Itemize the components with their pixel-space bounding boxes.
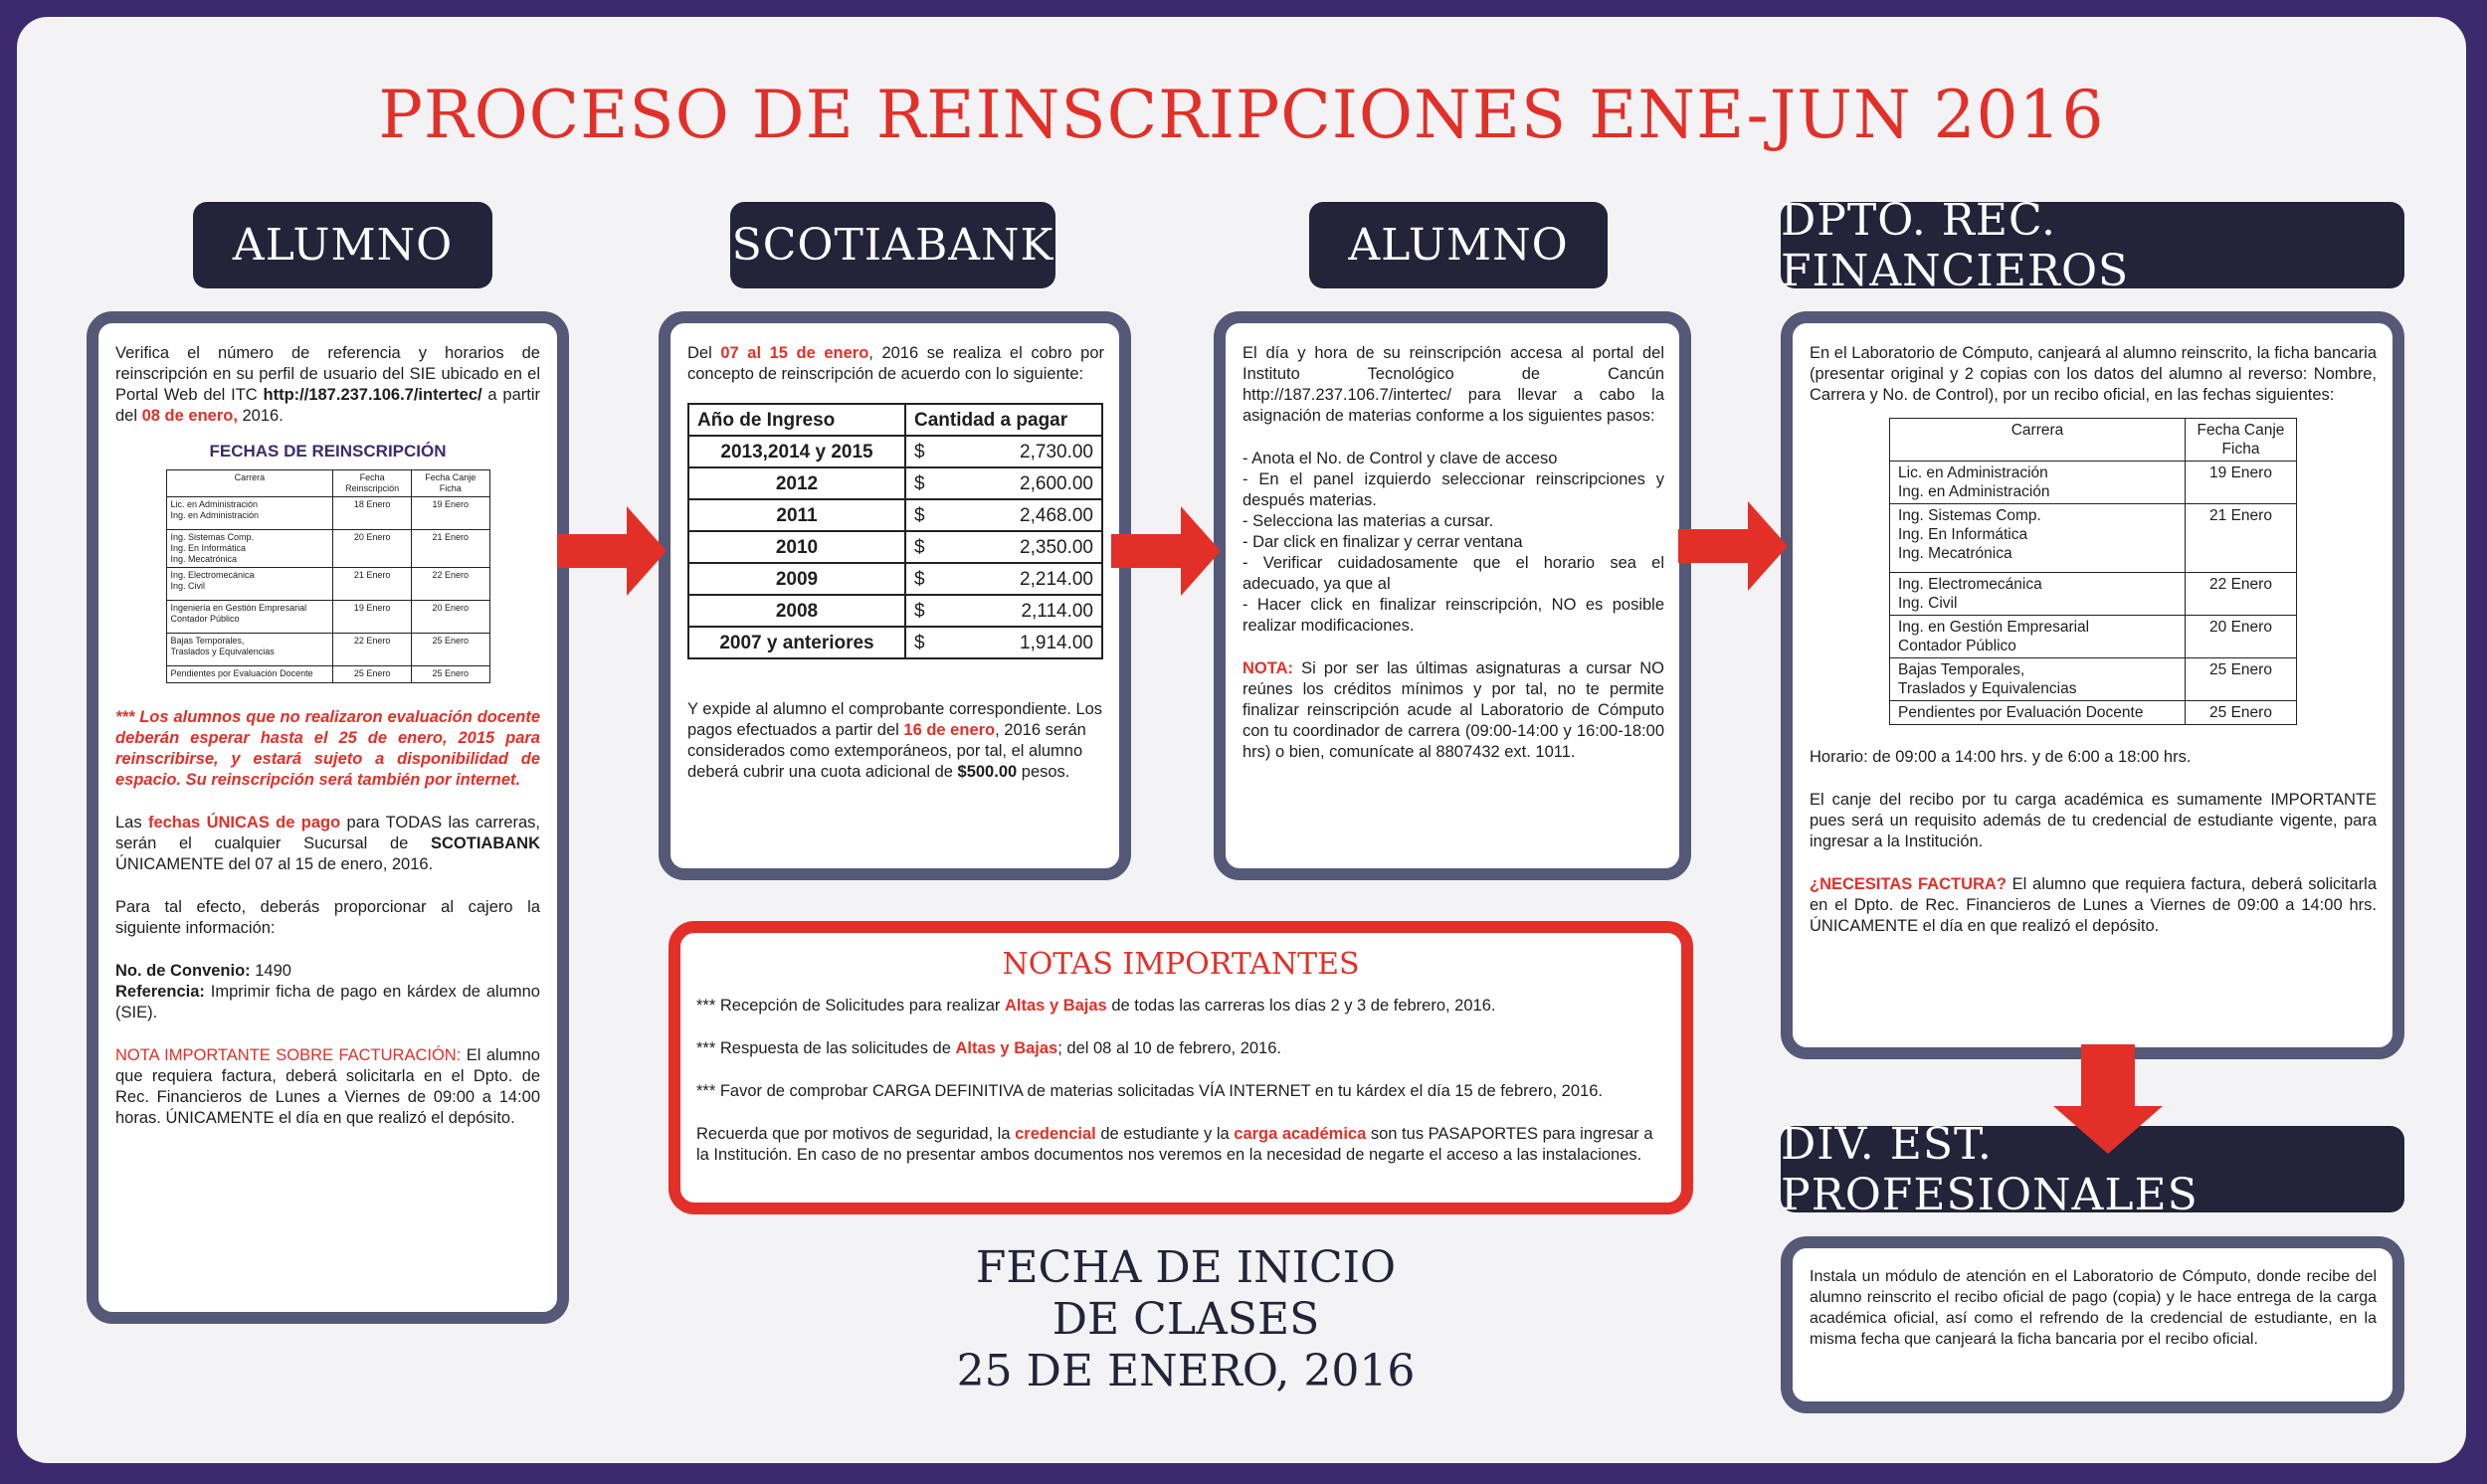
header-div-est-profesionales: DIV. EST. PROFESIONALES — [1781, 1126, 2404, 1212]
table-row — [1890, 573, 2297, 616]
start-line2: DE CLASES — [1052, 1294, 1320, 1345]
table-row — [688, 499, 1102, 531]
step-item: - Hacer click en finalizar reinscripción, NO es posible realizar modificaciones. — [1243, 596, 1664, 635]
nota-text: Si por ser las últimas asignaturas a cursar NO reúnes los créditos mínimos y por tal, no te permite finalizar reinscripción acude al Laboratorio de Cómputo con tu coordinador de carrera (09:00-14:00 y 16:00-18:00 hrs) o bien, comunícate al 8807432 ext. 1011. — [1243, 659, 1664, 761]
panel-scotiabank — [659, 311, 1131, 880]
pay-th-amount: Cantidad a pagar — [905, 404, 1102, 436]
reins-date-cell: 18 Enero — [333, 497, 412, 530]
currency-cell: $ — [905, 627, 936, 658]
header-alumno-1: ALUMNO — [193, 202, 492, 288]
currency-cell: $ — [905, 563, 936, 595]
year-cell: 2009 — [688, 563, 905, 595]
reins-date-cell: 21 Enero — [333, 568, 412, 601]
facturacion-label: NOTA IMPORTANTE SOBRE FACTURACIÓN: — [115, 1046, 462, 1064]
panel-alumno-2-content — [1243, 343, 1664, 785]
currency-cell: $ — [905, 436, 936, 467]
panel-alumno-2 — [1214, 311, 1691, 880]
currency-cell: $ — [905, 467, 936, 499]
convenio-value: 1490 — [250, 962, 291, 980]
amount-cell: 2,214.00 — [936, 563, 1102, 595]
table-row — [688, 436, 1102, 467]
arrow-right-icon — [557, 506, 669, 596]
header-scotiabank: SCOTIABANK — [730, 202, 1055, 288]
note4-d: carga académica — [1234, 1125, 1367, 1143]
table-row — [166, 497, 489, 530]
reins-date-cell: 19 Enero — [333, 601, 412, 634]
canje-date-cell: 19 Enero — [412, 497, 489, 530]
header-rec-financieros: DPTO. REC. FINANCIEROS — [1781, 202, 2404, 288]
carrera-cell: Pendientes por Evaluación Docente — [1890, 701, 2186, 725]
extemporaneo-a: Y expide al alumno el comprobante correspondiente. Los pagos efectuados a partir del — [687, 700, 1103, 739]
mini-th-canje: Fecha Canje Ficha — [412, 470, 489, 497]
start-line3: 25 DE ENERO, 2016 — [956, 1346, 1416, 1396]
arrow-down-icon — [2053, 1044, 2163, 1156]
amount-cell: 2,600.00 — [936, 467, 1102, 499]
canje-table — [1889, 418, 2297, 725]
amount-cell: 2,114.00 — [936, 595, 1102, 627]
header-alumno-2: ALUMNO — [1309, 202, 1608, 288]
cobro-del: Del — [687, 344, 721, 362]
table-row — [688, 627, 1102, 658]
canje-date-cell: 22 Enero — [2186, 573, 2297, 616]
carrera-cell: Pendientes por Evaluación Docente — [166, 666, 333, 683]
referencia-label: Referencia: — [115, 983, 205, 1001]
evaluation-warning: *** Los alumnos que no realizaron evaluación docente deberán esperar hasta el 25 de enero, 2015 para reinscribirse, y estará sujeto a disponibilidad de espacio. Su reinscripción será también por internet. — [115, 708, 540, 789]
mini-th-carrera: Carrera — [166, 470, 333, 497]
extemporaneo-b: , 2016 serán considerados como extemporáneos, por tal, el alumno deberá cubrir una cuota adicional de — [687, 721, 1086, 781]
note3: *** Favor de comprobar CARGA DEFINITIVA de materias solicitadas VÍA INTERNET en tu kárdex el día 15 de febrero, 2016. — [696, 1082, 1603, 1100]
step-item: - En el panel izquierdo seleccionar reinscripciones y después materias. — [1243, 470, 1664, 509]
canje-date-cell: 21 Enero — [2186, 504, 2297, 573]
nota-label: NOTA: — [1243, 659, 1294, 677]
year-cell: 2007 y anteriores — [688, 627, 905, 658]
panel-rec-financieros-content — [1810, 343, 2377, 959]
amount-cell: 2,468.00 — [936, 499, 1102, 531]
fechas-title: FECHAS DE REINSCRIPCIÓN — [209, 442, 447, 461]
alumno1-intro: Verifica el número de referencia y horarios de reinscripción en su perfil de usuario del SIE ubicado en el Portal Web del ITC — [115, 344, 540, 404]
table-row — [166, 530, 489, 568]
arrow-right-icon — [1678, 501, 1790, 591]
alumno1-year: 2016. — [237, 407, 284, 425]
pay-th-year: Año de Ingreso — [688, 404, 905, 436]
carrera-cell: Lic. en Administración Ing. en Administración — [1890, 462, 2186, 504]
canje-date-cell: 20 Enero — [412, 601, 489, 634]
cobro-dates: 07 al 15 de enero — [720, 344, 869, 362]
notes-box — [669, 921, 1693, 1214]
panel-rec-financieros — [1781, 311, 2404, 1059]
table-row — [166, 666, 489, 683]
year-cell: 2008 — [688, 595, 905, 627]
fin-th-fecha: Fecha Canje Ficha — [2186, 419, 2297, 462]
portal-steps-intro: El día y hora de su reinscripción accesa al portal del Instituto Tecnológico de Cancún http://187.237.106.7/intertec/ para llevar a cabo la asignación de materias conforme a los siguientes pasos: — [1243, 344, 1664, 425]
canje-date-cell: 21 Enero — [412, 530, 489, 568]
table-row — [166, 601, 489, 634]
canje-date-cell: 25 Enero — [412, 634, 489, 666]
pay-las: Las — [115, 814, 148, 832]
step-item: - Verificar cuidadosamente que el horario sea el adecuado, ya que al — [1243, 554, 1664, 593]
note4-c: de estudiante y la — [1095, 1125, 1235, 1143]
note4-b: credencial — [1015, 1125, 1096, 1143]
alumno1-date: 08 de enero, — [141, 407, 238, 425]
fin-th-carrera: Carrera — [1890, 419, 2186, 462]
carrera-cell: Lic. en Administración Ing. en Administración — [166, 497, 333, 530]
reins-date-cell: 25 Enero — [333, 666, 412, 683]
canje-date-cell: 25 Enero — [2186, 658, 2297, 701]
step-item: - Dar click en finalizar y cerrar ventana — [1243, 533, 1523, 551]
carrera-cell: Ingeniería en Gestión Empresarial Contador Público — [166, 601, 333, 634]
reinscription-dates-table — [166, 469, 490, 683]
carrera-cell: Ing. Electromecánica Ing. Civil — [166, 568, 333, 601]
panel-div-est-profesionales — [1781, 1236, 2404, 1413]
carrera-cell: Bajas Temporales, Traslados y Equivalencias — [166, 634, 333, 666]
note1-a: *** Recepción de Solicitudes para realizar — [696, 997, 1006, 1015]
notes-content — [696, 996, 1666, 1188]
notes-title: NOTAS IMPORTANTES — [1002, 947, 1360, 982]
mini-th-reins: Fecha Reinscripción — [333, 470, 412, 497]
canje-date-cell: 25 Enero — [2186, 701, 2297, 725]
panel-alumno-1-content — [115, 343, 540, 1151]
canje-date-cell: 19 Enero — [2186, 462, 2297, 504]
canje-date-cell: 25 Enero — [412, 666, 489, 683]
pay-fechas: fechas ÚNICAS de pago — [147, 814, 341, 832]
table-row — [688, 531, 1102, 563]
extemporaneo-date: 16 de enero — [903, 721, 996, 739]
note1-b: Altas y Bajas — [1005, 997, 1107, 1015]
page-title: PROCESO DE REINSCRIPCIONES ENE-JUN 2016 — [378, 77, 2105, 153]
alumno1-from: a partir del — [115, 386, 540, 425]
extemporaneo-fee: $500.00 — [957, 763, 1018, 781]
step-item: - Anota el No. de Control y clave de acceso — [1243, 450, 1558, 467]
pay-end: ÚNICAMENTE del 07 al 15 de enero, 2016. — [115, 855, 434, 873]
year-cell: 2010 — [688, 531, 905, 563]
factura-label: ¿NECESITAS FACTURA? — [1810, 875, 2007, 893]
table-row — [688, 467, 1102, 499]
facturacion-text: El alumno que requiera factura, deberá solicitarla en el Dpto. de Rec. Financieros de Lunes a Viernes de 09:00 a 14:00 horas. ÚNICAMENTE el día en que realizó el depósito. — [115, 1046, 540, 1127]
canje-importante: El canje del recibo por tu carga académica es sumamente IMPORTANTE pues será un requisito además de tu credencial de estudiante vigente, para ingresar a la Institución. — [1810, 791, 2377, 850]
horario-text: Horario: de 09:00 a 14:00 hrs. y de 6:00 a 18:00 hrs. — [1810, 748, 2192, 766]
reins-date-cell: 22 Enero — [333, 634, 412, 666]
table-row — [688, 595, 1102, 627]
convenio-label: No. de Convenio: — [115, 962, 251, 980]
year-cell: 2011 — [688, 499, 905, 531]
step-item: - Selecciona las materias a cursar. — [1243, 512, 1494, 530]
table-row — [1890, 658, 2297, 701]
table-row — [1890, 701, 2297, 725]
currency-cell: $ — [905, 499, 936, 531]
pay-rest: para TODAS las carreras, serán el cualquier Sucursal de — [115, 814, 541, 852]
table-row — [1890, 462, 2297, 504]
referencia-value: Imprimir ficha de pago en kárdex de alumno (SIE). — [115, 983, 540, 1021]
div-est-text: Instala un módulo de atención en el Laboratorio de Cómputo, donde recibe del alumno reinscrito el recibo oficial de pago (copia) y le hace entrega de la carga académica oficial, así como el refrendo de la credencial de estudiante, en la misma fecha que canjeará la ficha bancaria por el recibo oficial. — [1810, 1268, 2377, 1348]
table-row — [166, 568, 489, 601]
note4-a: Recuerda que por motivos de seguridad, la — [696, 1125, 1016, 1143]
amount-cell: 1,914.00 — [936, 627, 1102, 658]
factura-text: El alumno que requiera factura, deberá solicitarla en el Dpto. de Rec. Financieros de Lunes a Viernes de 09:00 a 14:00 hrs. ÚNICAMENTE el día en que realizó el depósito. — [1810, 875, 2377, 935]
note4-e: son tus PASAPORTES para ingresar a la Institución. En caso de no presentar ambos documentos nos veremos en la necesidad de negarte el acceso a las instalaciones. — [696, 1125, 1653, 1164]
note2-a: *** Respuesta de las solicitudes de — [696, 1039, 956, 1057]
steps-list — [1243, 449, 1664, 637]
table-row — [1890, 616, 2297, 658]
portal-link[interactable]: http://187.237.106.7/intertec/ — [263, 386, 482, 404]
note2-b: Altas y Bajas — [955, 1039, 1058, 1057]
year-cell: 2013,2014 y 2015 — [688, 436, 905, 467]
note1-c: de todas las carreras los días 2 y 3 de febrero, 2016. — [1106, 997, 1496, 1015]
poster-frame — [10, 10, 2473, 1470]
carrera-cell: Ing. Electromecánica Ing. Civil — [1890, 573, 2186, 616]
currency-cell: $ — [905, 531, 936, 563]
reins-date-cell: 20 Enero — [333, 530, 412, 568]
year-cell: 2012 — [688, 467, 905, 499]
start-date-block — [887, 1242, 1484, 1397]
arrow-right-icon — [1111, 506, 1223, 596]
amount-cell: 2,350.00 — [936, 531, 1102, 563]
table-row — [166, 634, 489, 666]
panel-alumno-1 — [87, 311, 569, 1324]
carrera-cell: Ing. Sistemas Comp. Ing. En Informática Ing. Mecatrónica — [166, 530, 333, 568]
table-row — [688, 563, 1102, 595]
canje-intro: En el Laboratorio de Cómputo, canjeará al alumno reinscrito, la ficha bancaria (presentar original y 2 copias con los datos del alumno al reverso: Nombre, Carrera y No. de Control), por un recibo oficial, en las fechas siguientes: — [1810, 344, 2377, 404]
panel-scotiabank-content — [687, 343, 1104, 805]
table-row — [1890, 504, 2297, 573]
canje-date-cell: 20 Enero — [2186, 616, 2297, 658]
carrera-cell: Ing. en Gestión Empresarial Contador Público — [1890, 616, 2186, 658]
extemporaneo-c: pesos. — [1017, 763, 1070, 781]
canje-date-cell: 22 Enero — [412, 568, 489, 601]
start-line1: FECHA DE INICIO — [975, 1242, 1397, 1293]
payment-table — [687, 403, 1103, 659]
cajero-text: Para tal efecto, deberás proporcionar al cajero la siguiente información: — [115, 898, 540, 937]
note2-c: ; del 08 al 10 de febrero, 2016. — [1057, 1039, 1281, 1057]
amount-cell: 2,730.00 — [936, 436, 1102, 467]
currency-cell: $ — [905, 595, 936, 627]
cobro-rest: , 2016 se realiza el cobro por concepto de reinscripción de acuerdo con lo siguiente: — [687, 344, 1105, 383]
carrera-cell: Ing. Sistemas Comp. Ing. En Informática Ing. Mecatrónica — [1890, 504, 2186, 573]
carrera-cell: Bajas Temporales, Traslados y Equivalencias — [1890, 658, 2186, 701]
pay-bank: SCOTIABANK — [431, 835, 540, 852]
